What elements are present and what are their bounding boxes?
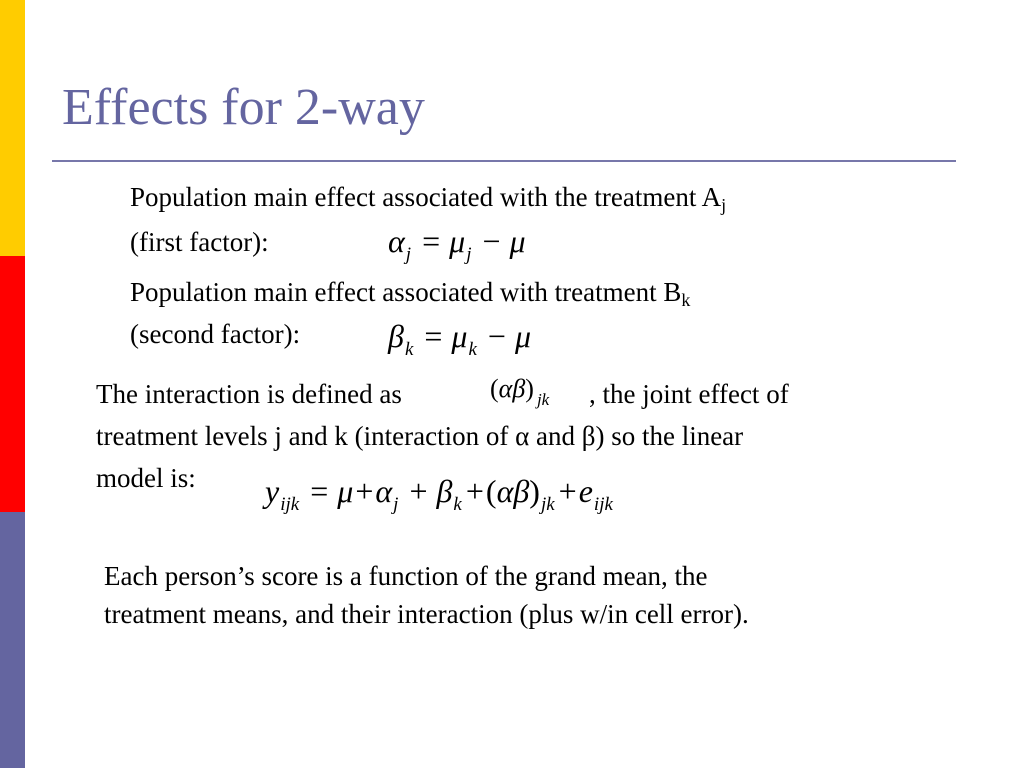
equation-alpha: $\alpha_j = \mu_j - \mu$	[388, 223, 526, 265]
title-rule	[52, 160, 956, 162]
block1-line1: Population main effect associated with the treatment $A_j$	[130, 182, 727, 215]
stripe-blue	[0, 512, 25, 768]
slide-title: Effects for 2-way	[62, 79, 425, 136]
equation-beta: $\beta_k = \mu_k - \mu$	[388, 318, 532, 360]
equation-linear-model: $y_{ijk} = \mu+\alpha_j + \beta_k +(\alpha\beta)_{jk} +e_{ijk}$	[265, 473, 613, 515]
stripe-yellow	[0, 0, 25, 256]
stripe-red	[0, 256, 25, 512]
block4-line2: treatment means, and their interaction (plus w/in cell error).	[104, 599, 749, 629]
block4-line1: Each person’s score is a function of the grand mean, the	[104, 561, 708, 591]
block2-line1: Population main effect associated with treatment $B_k$	[130, 277, 691, 310]
block3-line3: model is:	[96, 463, 196, 493]
block3-line2: treatment levels j and k (interaction of α and β) so the linear	[96, 421, 744, 451]
block3-line1-start: The interaction is defined as	[96, 379, 402, 409]
block2-line2: (second factor):	[130, 319, 301, 349]
block3-line1-end: , the joint effect of	[589, 379, 789, 409]
interaction-term: (αβ) $_{jk}$	[490, 374, 550, 409]
block1-line2: (first factor):	[130, 227, 269, 257]
